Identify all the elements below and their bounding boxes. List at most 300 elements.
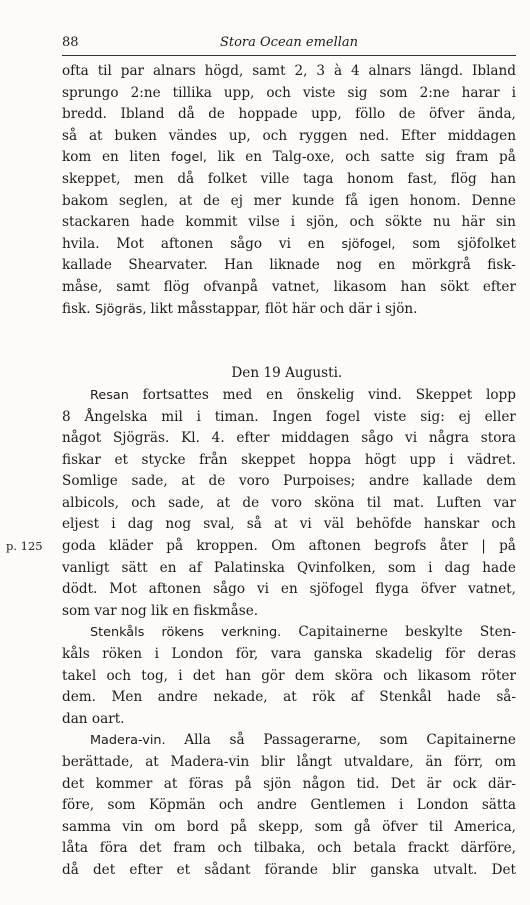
word: flög <box>450 170 477 187</box>
word: at <box>274 516 288 533</box>
sidenote-keyword: Stenkåls <box>90 625 145 641</box>
sidenote-keyword: Sjögräs, <box>94 301 147 317</box>
word: långt <box>296 754 332 770</box>
word: sökte <box>385 214 422 231</box>
text-line <box>62 255 516 277</box>
word: rök <box>312 689 336 706</box>
word: | <box>481 538 486 555</box>
word: Han <box>224 257 253 274</box>
word: eljest <box>62 516 100 533</box>
word: ofta <box>62 63 89 79</box>
word: sade, <box>131 473 168 490</box>
word: begrofs <box>374 538 427 555</box>
sidenote-keyword: verkning. <box>221 625 282 641</box>
word: hanskar <box>423 516 480 533</box>
word: låta <box>62 840 89 857</box>
word: dan <box>62 710 88 727</box>
body-text <box>62 61 516 882</box>
sidenote-keyword: sjöfogel, <box>341 236 396 252</box>
word: efter <box>482 278 516 295</box>
word: som <box>379 732 408 749</box>
word: likasom <box>333 278 387 295</box>
text-line <box>62 622 516 644</box>
word: om <box>494 754 516 770</box>
text-line <box>62 579 516 601</box>
word: at <box>178 192 193 209</box>
word: sig <box>347 84 368 101</box>
word: en <box>378 257 396 274</box>
word: hoppa <box>308 451 352 468</box>
word: en <box>101 149 119 166</box>
text-line <box>62 385 516 407</box>
word: det <box>192 667 216 684</box>
word: då <box>177 106 195 123</box>
word: då <box>62 861 79 878</box>
word: at <box>163 775 178 792</box>
word: från <box>199 451 228 468</box>
word: vatnet, <box>271 278 320 295</box>
word: til <box>428 818 444 835</box>
word: Men <box>111 689 143 706</box>
word: öfver <box>428 106 465 123</box>
word: de <box>208 106 225 123</box>
word: fisk. <box>62 300 91 317</box>
word: hade <box>140 214 175 231</box>
word: Mot <box>109 581 137 598</box>
word: tid. <box>356 775 380 792</box>
word: föra <box>99 840 128 857</box>
word: på <box>499 149 516 166</box>
word: middagen <box>447 127 516 144</box>
word: stora <box>480 430 516 447</box>
word: en <box>280 581 298 598</box>
word: likasom <box>417 667 471 684</box>
word: af <box>188 559 202 576</box>
word: Capitainerne <box>426 732 516 749</box>
word: i <box>511 84 516 101</box>
word: Talg-oxe, <box>272 149 335 166</box>
word: sågo <box>213 581 246 598</box>
word: par <box>120 63 145 79</box>
word: Palatinska <box>213 559 285 576</box>
word: sköna <box>314 494 355 511</box>
word: at <box>145 754 159 770</box>
word: sig <box>425 149 446 166</box>
word: dem <box>486 473 516 490</box>
word: deras <box>477 646 516 663</box>
word: ofvanpå <box>203 278 258 295</box>
word: liknade <box>269 257 320 274</box>
word: de <box>398 106 416 123</box>
word: något <box>62 430 102 447</box>
word: öfver <box>382 818 418 835</box>
word: Purpoises; <box>283 473 356 490</box>
text-line <box>62 191 516 213</box>
word: vändes <box>168 127 218 144</box>
word: så <box>62 127 78 144</box>
word: väl <box>323 516 345 533</box>
word: 2:ne <box>419 84 450 101</box>
word: i <box>449 451 454 468</box>
word: förr, <box>454 754 484 770</box>
word: Sten- <box>479 624 516 641</box>
word: sätt <box>121 559 148 576</box>
word: Det <box>390 775 416 792</box>
word: sökt <box>440 278 469 295</box>
word: föllo <box>355 106 386 123</box>
word: Ångelska <box>84 408 148 425</box>
word: stycke <box>141 451 186 468</box>
word: är <box>426 775 442 792</box>
word: Kl. <box>181 430 200 447</box>
word: frackt <box>407 840 449 857</box>
word: andre <box>157 689 198 706</box>
word: måsstappar, <box>177 300 261 317</box>
text-line <box>62 450 516 472</box>
word: ville <box>260 170 290 187</box>
word: Stenkål <box>379 689 432 706</box>
word: takel <box>62 667 97 684</box>
word: America, <box>454 818 516 835</box>
word: sin <box>495 214 516 231</box>
word: som <box>107 797 136 814</box>
word: var <box>94 602 117 619</box>
word: Capitainerne <box>298 624 388 641</box>
word: likt <box>150 300 173 317</box>
word: och <box>345 149 370 166</box>
word: Gentlemen <box>310 797 386 814</box>
text-line <box>62 709 516 731</box>
word: förande <box>264 861 318 878</box>
word: i <box>154 646 159 663</box>
word: et <box>114 451 128 468</box>
word: 2, <box>294 63 308 79</box>
word: därföre, <box>460 840 516 857</box>
word: på <box>234 775 252 792</box>
word: öfver <box>420 581 457 598</box>
word: til <box>366 494 381 511</box>
word: dag <box>127 516 154 533</box>
word: några <box>428 430 469 447</box>
word: honom <box>346 170 394 187</box>
word: de <box>203 192 220 209</box>
word: upp, <box>223 84 255 101</box>
text-line <box>62 61 516 83</box>
sidenote-keyword: Madera-vin. <box>90 733 166 749</box>
word: röter <box>481 667 516 684</box>
word: aftonen <box>148 581 202 598</box>
sidenote-keyword: Resan <box>90 387 129 403</box>
word: åter <box>439 538 468 555</box>
word: önskelig <box>296 386 355 403</box>
word: mil <box>161 408 183 425</box>
word: fast, <box>407 170 438 187</box>
word: så <box>229 732 245 749</box>
word: hoppade <box>238 106 298 123</box>
word: Denne <box>471 192 516 209</box>
word: til <box>97 63 112 79</box>
word: gå <box>353 818 371 835</box>
word: Qvinfolken, <box>296 559 376 576</box>
word: alnars <box>368 63 412 79</box>
word: högd, <box>204 63 244 79</box>
word: hvila. <box>62 235 100 252</box>
word: sjön, <box>306 214 339 231</box>
word: at <box>88 127 103 144</box>
word: måse, <box>62 278 103 295</box>
word: där- <box>488 775 516 792</box>
text-line <box>62 147 516 169</box>
text-line <box>62 277 516 299</box>
word: och <box>266 84 291 101</box>
word: då <box>177 170 195 187</box>
word: dödt. <box>62 581 98 598</box>
text-line <box>62 234 516 256</box>
word: middagen <box>281 430 350 447</box>
word: dag <box>444 559 471 576</box>
word: så- <box>496 689 516 706</box>
word: som <box>379 84 408 101</box>
text-line <box>62 558 516 580</box>
text-line <box>62 83 516 105</box>
word: skeppet <box>241 451 296 468</box>
text-line <box>62 817 516 839</box>
word: och <box>383 667 408 684</box>
word: fiskar <box>62 451 101 468</box>
word: eller <box>484 408 516 425</box>
word: Alla <box>184 732 211 749</box>
word: hade <box>447 689 481 706</box>
word: Skeppet <box>415 386 473 403</box>
word: i <box>111 516 116 533</box>
word: sade, <box>168 494 205 511</box>
word: tog, <box>141 667 168 684</box>
word: fisk- <box>487 257 516 274</box>
word: det <box>92 861 116 878</box>
word: harar <box>461 84 500 101</box>
word: som <box>387 559 417 576</box>
word: i <box>428 559 433 576</box>
word: för <box>445 646 466 663</box>
word: vara <box>270 646 302 663</box>
running-header <box>62 33 516 56</box>
word: alnars <box>152 63 196 79</box>
text-line <box>62 407 516 429</box>
word: och <box>317 840 342 857</box>
word: berättade, <box>62 754 134 770</box>
word: andre <box>256 797 297 814</box>
running-title: Stora Ocean emellan <box>219 35 359 50</box>
word: med <box>222 386 253 403</box>
word: kommer <box>95 775 153 792</box>
word: sjöfogel <box>309 581 364 598</box>
word: albicols, <box>62 494 119 511</box>
word: en <box>159 559 177 576</box>
word: andre <box>369 473 410 490</box>
word: högt <box>364 451 396 468</box>
word: ända, <box>477 106 516 123</box>
word: lik <box>217 149 235 166</box>
text-line <box>62 795 516 817</box>
word: en <box>307 235 325 252</box>
text-line <box>62 666 516 688</box>
word: sjöfolket <box>457 235 516 252</box>
word: sval, <box>203 516 235 533</box>
word: Somlige <box>62 473 118 490</box>
word: men <box>134 170 164 187</box>
word: kallade <box>62 257 112 274</box>
word: dem <box>294 667 325 684</box>
word: kåls <box>62 646 90 663</box>
word: det <box>139 840 162 857</box>
word: gör <box>261 667 285 684</box>
word: de <box>242 494 260 511</box>
margin-page-reference: p. 125 <box>6 539 43 554</box>
word: i <box>290 214 296 231</box>
word: goda <box>62 538 96 555</box>
word: honom. <box>409 192 461 209</box>
text-line <box>62 687 516 709</box>
word: ej <box>230 192 243 209</box>
word: ej <box>458 408 471 425</box>
word: nog <box>336 257 362 274</box>
word: Ingen <box>272 408 313 425</box>
word: ned. <box>359 127 390 144</box>
word: som <box>314 818 343 835</box>
word: 3 <box>316 63 326 79</box>
text-line <box>62 126 516 148</box>
word: Madera-vin <box>170 754 250 770</box>
word: en <box>245 149 263 166</box>
word: i <box>376 300 381 317</box>
word: någon <box>302 775 346 792</box>
word: kommit <box>185 214 238 231</box>
word: vind. <box>368 386 402 403</box>
text-line <box>62 536 516 558</box>
text-line <box>62 730 516 752</box>
word: fogel <box>325 408 361 425</box>
word: fram <box>455 149 489 166</box>
word: voro <box>238 473 270 490</box>
word: Efter <box>400 127 436 144</box>
word: i <box>196 408 201 425</box>
text-line <box>62 428 516 450</box>
word: en <box>172 602 190 619</box>
word: kunde <box>291 192 335 209</box>
word: utvaldare, <box>343 754 414 770</box>
word: London <box>416 797 469 814</box>
text-line <box>62 493 516 515</box>
word: Augusti. <box>285 365 343 382</box>
text-line <box>62 104 516 126</box>
word: upp, <box>311 106 342 123</box>
word: stackaren <box>62 214 130 231</box>
word: här <box>292 300 316 317</box>
word: flög <box>163 278 190 295</box>
word: samt <box>252 63 286 79</box>
word: taga <box>303 170 334 187</box>
sidenote-keyword: fogel, <box>171 150 207 166</box>
word: en <box>266 386 283 403</box>
word: tillika <box>172 84 212 101</box>
word: om <box>154 818 176 835</box>
word: sprungo <box>62 84 119 101</box>
text-line <box>62 860 516 882</box>
word: efter <box>129 861 163 878</box>
word: Mot <box>116 235 144 252</box>
word: vatnet, <box>468 581 516 598</box>
word: Ibland <box>120 106 165 123</box>
word: samma <box>62 818 111 835</box>
word: buken <box>114 127 157 144</box>
text-line <box>62 601 516 623</box>
text-line <box>62 212 516 234</box>
word: seglen, <box>118 192 169 209</box>
word: han <box>490 170 516 187</box>
word: kom <box>62 149 92 166</box>
word: i <box>178 667 183 684</box>
word: efter <box>236 430 270 447</box>
word: sådant <box>204 861 251 878</box>
word: hade <box>482 559 516 576</box>
word: sågo <box>361 430 394 447</box>
word: som <box>62 602 91 619</box>
word: lik <box>151 602 168 619</box>
word: skeppet, <box>62 170 121 187</box>
word: upp <box>409 451 436 468</box>
word: 19 <box>263 365 281 382</box>
word: och <box>106 667 132 684</box>
word: ganska <box>370 861 420 878</box>
word: föras <box>188 775 224 792</box>
text-line <box>62 838 516 860</box>
word: folket <box>207 170 248 187</box>
word: sjön. <box>385 300 418 317</box>
word: sig: <box>420 408 445 425</box>
word: viste <box>373 408 407 425</box>
word: och <box>491 516 516 533</box>
word: Den <box>231 365 260 382</box>
word: bord <box>186 818 219 835</box>
word: blir <box>332 861 357 878</box>
word: han <box>400 278 427 295</box>
text-line <box>62 363 516 385</box>
word: behöfde <box>356 516 412 533</box>
word: timan. <box>214 408 259 425</box>
word: utvalt. <box>433 861 478 878</box>
word: Det <box>491 861 516 878</box>
word: nu <box>432 214 451 231</box>
word: sätta <box>481 797 516 814</box>
word: det <box>62 775 85 792</box>
word: 4. <box>211 430 225 447</box>
word: skadelig <box>375 646 433 663</box>
word: han <box>225 667 251 684</box>
word: et <box>176 861 191 878</box>
word: samt <box>116 278 150 295</box>
word: kroppen. <box>196 538 258 555</box>
word: Shearvater. <box>128 257 208 274</box>
word: satte <box>380 149 415 166</box>
word: flyga <box>375 581 409 598</box>
word: bakom <box>62 192 109 209</box>
word: igen <box>369 192 399 209</box>
word: på <box>166 538 184 555</box>
word: Om <box>271 538 296 555</box>
word: Köpmän <box>149 797 206 814</box>
word: up, <box>228 127 251 144</box>
word: beskylte <box>405 624 463 641</box>
